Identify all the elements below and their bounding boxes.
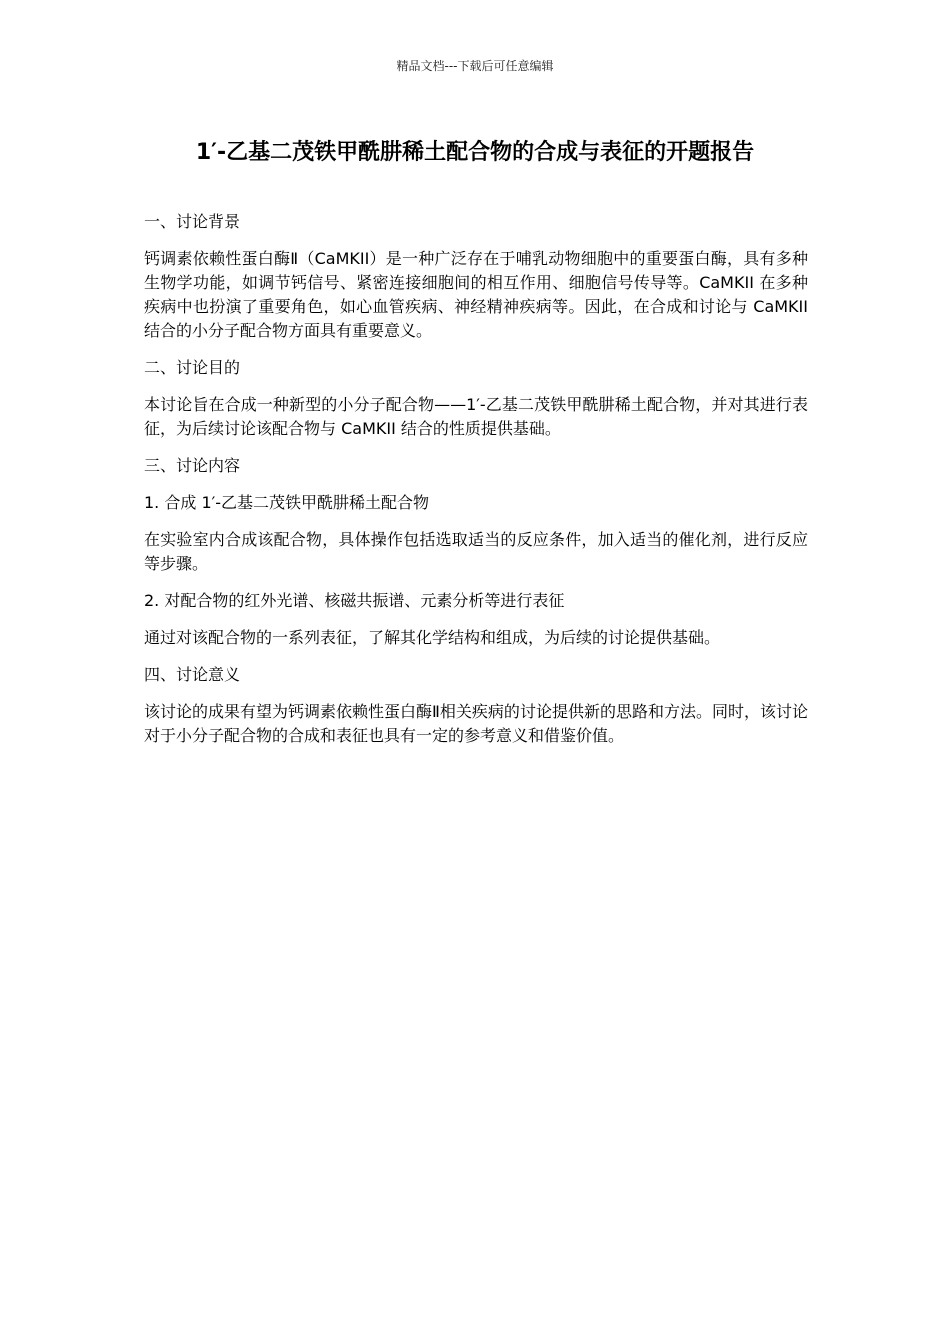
document-title: 1′-乙基二茂铁甲酰肼稀土配合物的合成与表征的开题报告	[195, 140, 755, 165]
paragraph-characterization: 通过对该配合物的一系列表征，了解其化学结构和组成，为后续的讨论提供基础。	[144, 628, 721, 647]
paragraph-synthesis: 在实验室内合成该配合物，具体操作包括选取适当的反应条件，加入适当的催化剂，进行反应等步骤。	[144, 530, 808, 573]
sub-heading-synthesis: 1. 合成 1′-乙基二茂铁甲酰肼稀土配合物	[144, 493, 430, 512]
header-note: 精品文档---下载后可任意编辑	[396, 59, 554, 73]
sub-heading-characterization: 2. 对配合物的红外光谱、核磁共振谱、元素分析等进行表征	[144, 591, 565, 610]
document-body	[144, 210, 808, 761]
paragraph-background: 钙调素依赖性蛋白酶Ⅱ（CaMKII）是一种广泛存在于哺乳动物细胞中的重要蛋白酶，具有多种生物学功能，如调节钙信号、紧密连接细胞间的相互作用、细胞信号传导等。CaMKII 在多种疾病中也扮演了重要角色，如心血管疾病、神经精神疾病等。因此，在合成和讨论与 CaMKII 结合的小分子配合物方面具有重要意义。	[144, 249, 808, 340]
section-heading-significance: 四、讨论意义	[144, 665, 241, 684]
section-heading-content: 三、讨论内容	[144, 456, 241, 475]
paragraph-significance: 该讨论的成果有望为钙调素依赖性蛋白酶Ⅱ相关疾病的讨论提供新的思路和方法。同时，该讨论对于小分子配合物的合成和表征也具有一定的参考意义和借鉴价值。	[144, 702, 808, 745]
section-heading-purpose: 二、讨论目的	[144, 358, 241, 377]
paragraph-purpose: 本讨论旨在合成一种新型的小分子配合物——1′-乙基二茂铁甲酰肼稀土配合物，并对其进行表征，为后续讨论该配合物与 CaMKII 结合的性质提供基础。	[144, 395, 808, 438]
section-heading-background: 一、讨论背景	[144, 212, 241, 231]
